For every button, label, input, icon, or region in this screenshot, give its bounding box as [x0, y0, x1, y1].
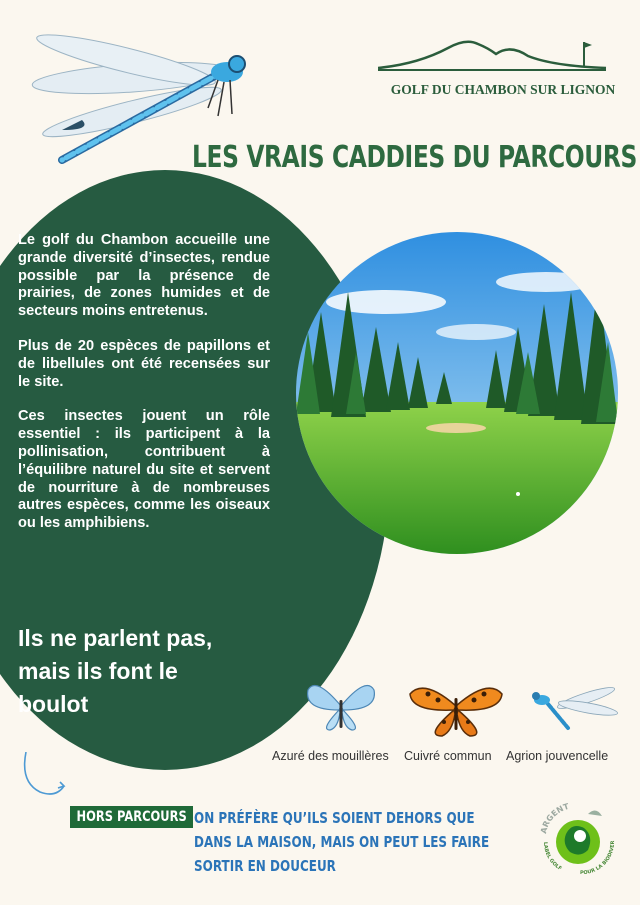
species-label-cuivre: Cuivré commun	[404, 749, 492, 763]
species-label-azure: Azuré des mouillères	[272, 749, 389, 763]
slogan: Ils ne parlent pas, mais ils font le boulot	[18, 625, 213, 717]
orange-butterfly-icon	[408, 680, 504, 738]
badge-bottom-right-text: POUR LA BIODIVER	[579, 840, 617, 877]
page-title: LES VRAIS CADDIES DU PARCOURS	[192, 140, 637, 175]
brand-name: GOLF DU CHAMBON SUR LIGNON	[390, 82, 616, 97]
intro-paragraph-3: Ces insectes jouent un rôle essentiel : ils participent à la pollinisation, contribuent à l’équilibre naturel du site et servent de nourriture à de nombreuses autres espèces, comme les oiseaux ou les amphibiens.	[18, 408, 270, 532]
badge-bottom-left-text: LABEL GOLF	[541, 841, 563, 872]
species-label-agrion: Agrion jouvencelle	[506, 749, 609, 763]
badge-top-text: ARGENT	[539, 801, 571, 835]
label-golf-biodiversite-badge	[536, 800, 620, 880]
golf-landscape-image	[296, 232, 618, 554]
mountain-flag-icon	[378, 36, 608, 76]
blue-butterfly-icon	[306, 680, 376, 732]
hors-parcours-badge: HORS PARCOURS	[70, 806, 193, 828]
intro-paragraph-2: Plus de 20 espèces de papillons et de libellules ont été recensées sur le site.	[18, 337, 270, 390]
intro-text	[18, 232, 270, 550]
curved-arrow-icon	[20, 752, 70, 812]
hors-parcours-text: ON PRÉFÈRE QU’ILS SOIENT DEHORS QUE DANS LA MAISON, MAIS ON PEUT LES FAIRE SORTIR EN DOUCEUR	[194, 809, 490, 875]
damselfly-icon	[528, 682, 620, 732]
intro-paragraph-1: Le golf du Chambon accueille une grande diversité d’insectes, rendue possible par la présence de prairies, de zones humides et de secteurs moins entretenus.	[18, 232, 270, 320]
